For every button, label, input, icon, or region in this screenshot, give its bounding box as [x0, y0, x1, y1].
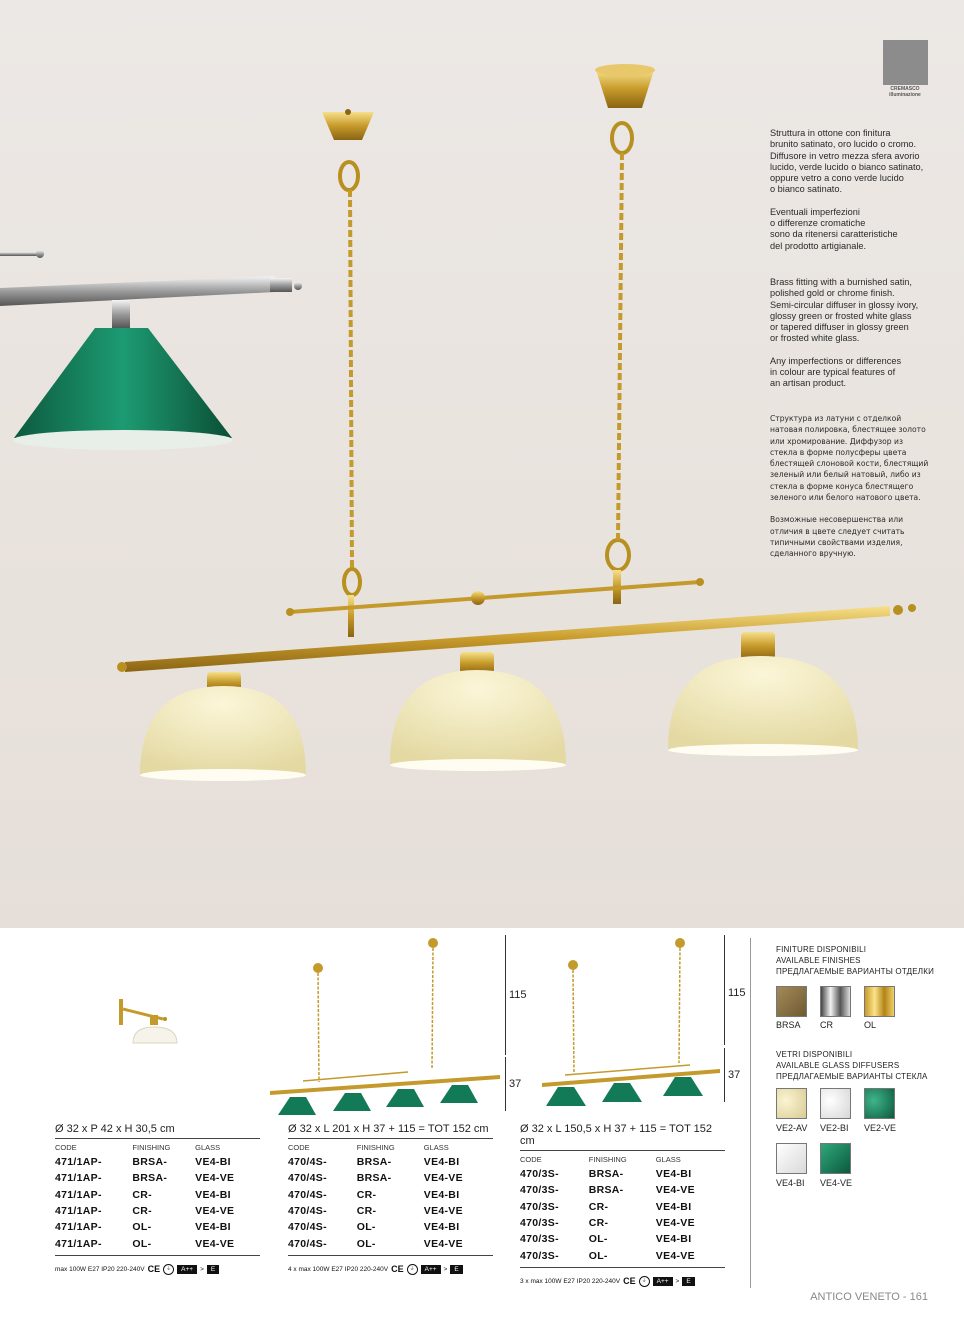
finishes-title: FINITURE DISPONIBILI AVAILABLE FINISHES ПРЕДЛАГАЕМЫЕ ВАРИАНТЫ ОТДЕЛКИ: [776, 945, 935, 976]
finish-label-cr: CR: [820, 1020, 833, 1030]
dim-label-37: 37: [509, 1078, 522, 1090]
spec-three-light: [520, 1123, 725, 1287]
table-row: 471/1AP- OL- VE4-BI: [55, 1221, 231, 1234]
dim-label-115: 115: [509, 989, 527, 1001]
height-line-3s-upper: [724, 935, 725, 1045]
energy-info: 3 x max 100W E27 IP20 220-240V CE ⏚ A++ > E: [520, 1276, 725, 1287]
description-english: Brass fitting with a burnished satin, polished gold or chrome finish. Semi-circular diffuser in glossy ivory, glossy green or frosted white glass or tapered diffuser in glossy green or frosted white glass. Any imperfections or differences in colour are typical features of an artisan product.: [770, 277, 919, 389]
finish-swatch-cr: [820, 986, 851, 1017]
spec-table: [55, 1143, 260, 1252]
col-glass: GLASS: [195, 1143, 221, 1152]
energy-class-to: E: [682, 1277, 694, 1286]
table-row: 470/4S- OL- VE4-BI: [288, 1221, 460, 1234]
four-light-thumbnail: [268, 935, 503, 1120]
brand-logo: [883, 40, 928, 85]
table-row: 470/3S- CR- VE4-VE: [520, 1217, 695, 1230]
glass-label-ve4-ve: VE4-VE: [820, 1178, 853, 1188]
glass-swatch-ve4-ve: [820, 1143, 851, 1174]
glass-title: VETRI DISPONIBILI AVAILABLE GLASS DIFFUSERS ПРЕДЛАГАЕМЫЕ ВАРИАНТЫ СТЕКЛА: [776, 1050, 928, 1081]
spec-wall-lamp: [55, 1123, 260, 1275]
col-code: CODE: [520, 1155, 542, 1164]
energy-class-badge: A++: [421, 1265, 441, 1274]
col-glass: GLASS: [655, 1155, 681, 1164]
height-line-4s-lower: [505, 1057, 506, 1111]
height-line-3s-lower: [724, 1048, 725, 1102]
col-finishing: FINISHING: [132, 1143, 171, 1152]
energy-info: 4 x max 100W E27 IP20 220-240V CE ⏚ A++ > E: [288, 1264, 493, 1275]
table-row: 471/1AP- CR- VE4-VE: [55, 1205, 235, 1218]
three-light-thumbnail: [540, 935, 725, 1110]
table-row: 470/4S- BRSA- VE4-BI: [288, 1156, 460, 1169]
col-code: CODE: [55, 1143, 77, 1152]
dim-label-115-b: 115: [728, 987, 746, 999]
table-row: 471/1AP- OL- VE4-VE: [55, 1237, 235, 1250]
ground-icon: ⏚: [639, 1276, 650, 1287]
chrome-lamp: [0, 250, 302, 450]
finish-label-ol: OL: [864, 1020, 877, 1030]
table-row: 470/3S- CR- VE4-BI: [520, 1200, 692, 1213]
table-row: 470/3S- BRSA- VE4-BI: [520, 1168, 692, 1181]
glass-label-ve2-ve: VE2-VE: [864, 1123, 897, 1133]
ground-icon: ⏚: [163, 1264, 174, 1275]
glass-swatch-ve2-av: [776, 1088, 807, 1119]
wall-lamp-thumbnail: [115, 995, 190, 1050]
page-footer: ANTICO VENETO - 161: [810, 1291, 928, 1303]
spec-dimensions: Ø 32 x P 42 x H 30,5 cm: [55, 1123, 260, 1139]
glass-label-ve2-bi: VE2-BI: [820, 1123, 849, 1133]
finish-swatch-ol: [864, 986, 895, 1017]
energy-class-badge: A++: [653, 1277, 673, 1286]
ce-mark-icon: CE: [391, 1264, 404, 1275]
glass-swatch-ve4-bi: [776, 1143, 807, 1174]
glass-label-ve2-av: VE2-AV: [776, 1123, 808, 1133]
dim-label-37-b: 37: [728, 1069, 741, 1081]
table-row: 470/4S- OL- VE4-VE: [288, 1237, 463, 1250]
spec-table: [288, 1143, 493, 1252]
description-russian: Структура из латуни с отделкой натовая полировка, блестящее золото или хромирование. Диффузор из стекла в форме полусферы цвета блестящей слоновой кости, блестящий зеленый или белый натовый, либо из стекла в форме конуса блестящего зеленого или белого натового цвета. Возможные несовершенства или отличия в цвете следует считать типичными свойствами изделия, сделанного вручную.: [770, 414, 929, 559]
glass-swatch-ve2-bi: [820, 1088, 851, 1119]
spec-four-light: [288, 1123, 493, 1275]
col-glass: GLASS: [423, 1143, 449, 1152]
table-row: 470/3S- OL- VE4-BI: [520, 1233, 692, 1246]
col-finishing: FINISHING: [356, 1143, 395, 1152]
table-row: 470/4S- CR- VE4-BI: [288, 1188, 460, 1201]
finish-swatch-brsa: [776, 986, 807, 1017]
ce-mark-icon: CE: [147, 1264, 161, 1275]
brand-logo-text: CREMASCO illuminazione: [889, 86, 921, 98]
energy-info: max 100W E27 IP20 220-240V CE ⏚ A++ > E: [55, 1264, 260, 1275]
col-code: CODE: [288, 1143, 310, 1152]
col-finishing: FINISHING: [588, 1155, 627, 1164]
ground-icon: ⏚: [407, 1264, 418, 1275]
table-row: 471/1AP- BRSA- VE4-VE: [55, 1172, 235, 1185]
glass-swatch-ve2-ve: [864, 1088, 895, 1119]
finish-label-brsa: BRSA: [776, 1020, 801, 1030]
table-row: 470/4S- BRSA- VE4-VE: [288, 1172, 463, 1185]
height-line-4s-upper: [505, 935, 506, 1055]
table-row: 470/4S- CR- VE4-VE: [288, 1205, 463, 1218]
energy-class-to: E: [207, 1265, 219, 1274]
spec-dimensions: Ø 32 x L 150,5 x H 37 + 115 = TOT 152 cm: [520, 1123, 725, 1151]
table-row: 471/1AP- BRSA- VE4-BI: [55, 1156, 231, 1169]
column-divider: [750, 938, 751, 1288]
description-italian: Struttura in ottone con finitura brunito satinato, oro lucido o cromo. Diffusore in vetro mezza sfera avorio lucido, verde lucido o bianco satinato, oppure vetro a cono verde lucido o bianco satinato. Eventuali imperfezioni o differenze cromatiche sono da ritenersi caratteristiche del prodotto artigianale.: [770, 128, 924, 251]
spec-table: [520, 1155, 725, 1264]
spec-dimensions: Ø 32 x L 201 x H 37 + 115 = TOT 152 cm: [288, 1123, 493, 1139]
glass-label-ve4-bi: VE4-BI: [776, 1178, 805, 1188]
table-row: 470/3S- BRSA- VE4-VE: [520, 1184, 695, 1197]
table-row: 470/3S- OL- VE4-VE: [520, 1249, 695, 1262]
table-row: 471/1AP- CR- VE4-BI: [55, 1188, 231, 1201]
ce-mark-icon: CE: [623, 1276, 636, 1287]
energy-class-badge: A++: [177, 1265, 197, 1274]
energy-class-to: E: [450, 1265, 462, 1274]
